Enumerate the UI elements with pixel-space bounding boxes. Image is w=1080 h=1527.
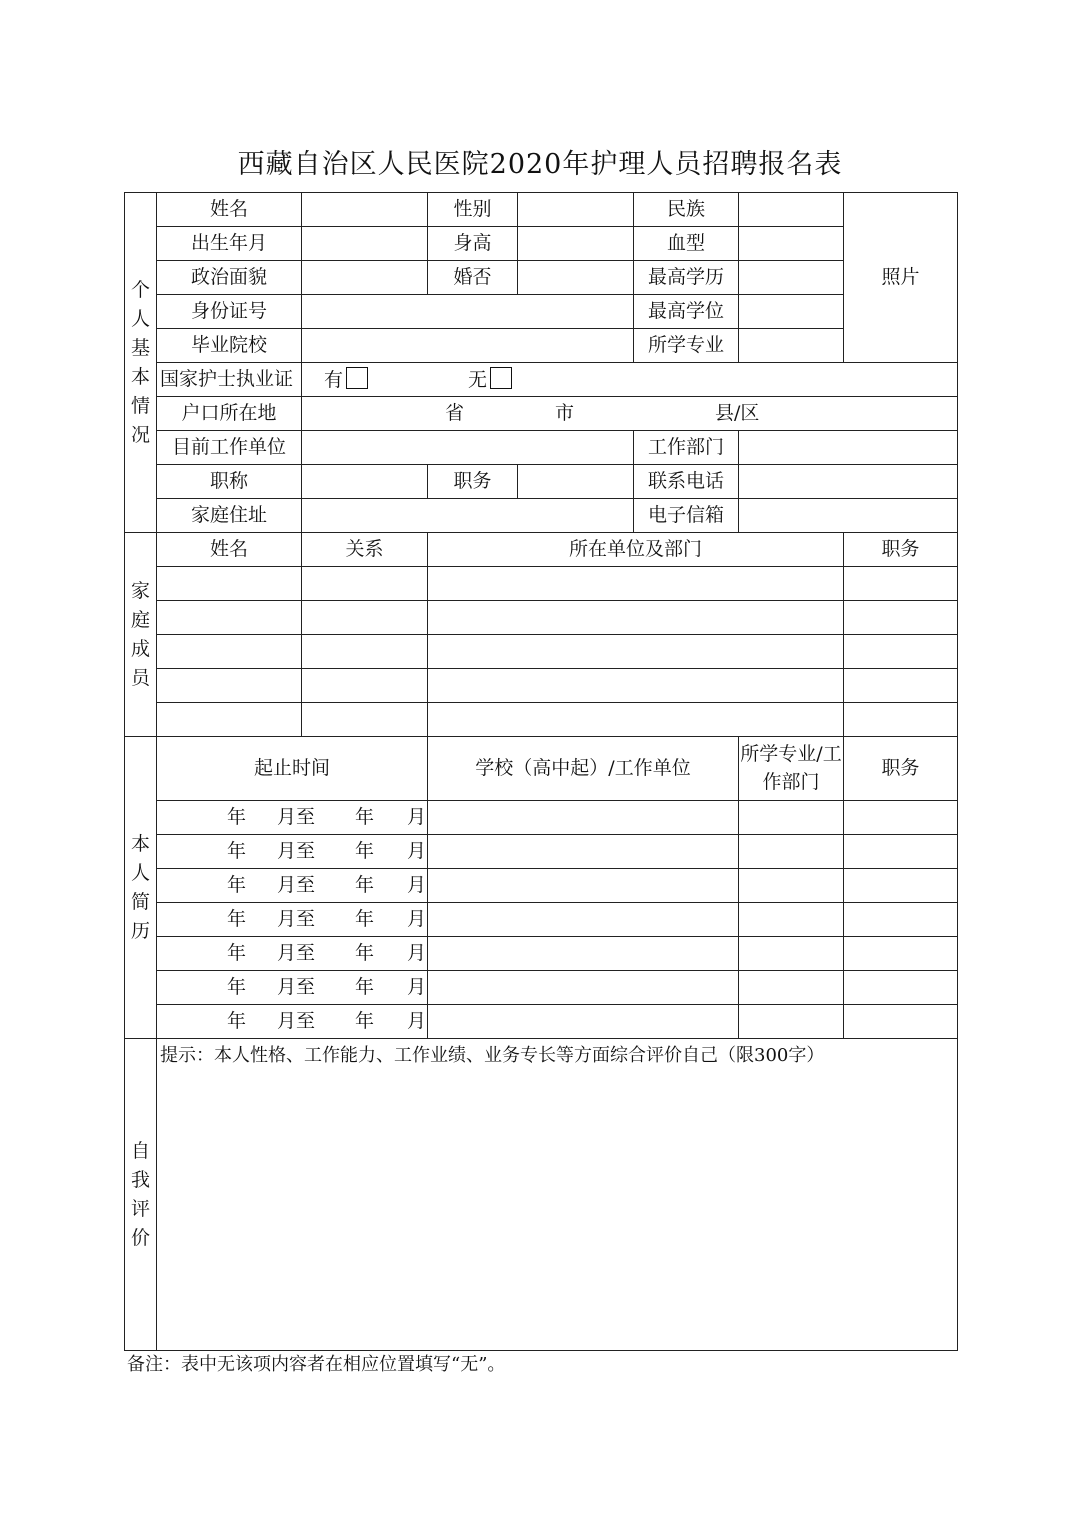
- gender-label: 性别: [428, 193, 518, 227]
- family-unit-cell[interactable]: [428, 669, 844, 703]
- resume-major-cell[interactable]: [739, 835, 844, 869]
- family-relation-cell[interactable]: [302, 601, 428, 635]
- resume-position-cell[interactable]: [844, 1005, 958, 1039]
- resume-major-cell[interactable]: [739, 937, 844, 971]
- personal-row-6: [125, 363, 958, 397]
- self-eval-field[interactable]: [157, 1039, 958, 1351]
- family-position-cell[interactable]: [844, 635, 958, 669]
- email-field[interactable]: [739, 499, 958, 533]
- family-position-cell[interactable]: [844, 601, 958, 635]
- section-family: 家庭成员: [125, 533, 157, 737]
- personal-row-3: [125, 261, 958, 295]
- personal-row-4: [125, 295, 958, 329]
- degree-field[interactable]: [739, 295, 844, 329]
- resume-row: [125, 971, 958, 1005]
- resume-header-major: 所学专业/工作部门: [739, 737, 844, 801]
- resume-period-cell[interactable]: 年 月至 年 月: [157, 835, 428, 869]
- family-row: [125, 635, 958, 669]
- birth-field[interactable]: [302, 227, 428, 261]
- phone-field[interactable]: [739, 465, 958, 499]
- gender-field[interactable]: [518, 193, 634, 227]
- resume-school-cell[interactable]: [428, 971, 739, 1005]
- license-no-checkbox[interactable]: [490, 367, 512, 389]
- family-name-cell[interactable]: [157, 703, 302, 737]
- resume-school-cell[interactable]: [428, 1005, 739, 1039]
- family-header-row: [125, 533, 958, 567]
- resume-header-school: 学校（高中起）/工作单位: [428, 737, 739, 801]
- major-field[interactable]: [739, 329, 844, 363]
- resume-row: [125, 1005, 958, 1039]
- height-field[interactable]: [518, 227, 634, 261]
- family-row: [125, 567, 958, 601]
- resume-period-cell[interactable]: 年 月至 年 月: [157, 869, 428, 903]
- title-label: 职称: [157, 465, 302, 499]
- employer-label: 目前工作单位: [157, 431, 302, 465]
- address-label: 家庭住址: [157, 499, 302, 533]
- dept-field[interactable]: [739, 431, 958, 465]
- resume-school-cell[interactable]: [428, 903, 739, 937]
- degree-label: 最高学位: [634, 295, 739, 329]
- position-field[interactable]: [518, 465, 634, 499]
- employer-field[interactable]: [302, 431, 634, 465]
- blood-label: 血型: [634, 227, 739, 261]
- family-header-relation: 关系: [302, 533, 428, 567]
- politics-field[interactable]: [302, 261, 428, 295]
- family-name-cell[interactable]: [157, 635, 302, 669]
- marital-field[interactable]: [518, 261, 634, 295]
- resume-row: [125, 937, 958, 971]
- resume-row: [125, 835, 958, 869]
- family-row: [125, 669, 958, 703]
- family-relation-cell[interactable]: [302, 669, 428, 703]
- resume-period-cell[interactable]: 年 月至 年 月: [157, 903, 428, 937]
- section-resume: 本人简历: [125, 737, 157, 1039]
- family-position-cell[interactable]: [844, 703, 958, 737]
- family-unit-cell[interactable]: [428, 635, 844, 669]
- family-unit-cell[interactable]: [428, 703, 844, 737]
- resume-header-row: [125, 737, 958, 801]
- self-eval-row: [125, 1039, 958, 1351]
- resume-major-cell[interactable]: [739, 801, 844, 835]
- personal-row-8: [125, 431, 958, 465]
- resume-position-cell[interactable]: [844, 937, 958, 971]
- ethnicity-label: 民族: [634, 193, 739, 227]
- section-self-eval: 自我评价: [125, 1039, 157, 1351]
- resume-header-period: 起止时间: [157, 737, 428, 801]
- personal-row-9: [125, 465, 958, 499]
- resume-position-cell[interactable]: [844, 835, 958, 869]
- resume-school-cell[interactable]: [428, 937, 739, 971]
- position-label: 职务: [428, 465, 518, 499]
- resume-school-cell[interactable]: [428, 801, 739, 835]
- birth-label: 出生年月: [157, 227, 302, 261]
- resume-school-cell[interactable]: [428, 869, 739, 903]
- family-header-name: 姓名: [157, 533, 302, 567]
- resume-position-cell[interactable]: [844, 869, 958, 903]
- hukou-city: 市: [555, 402, 575, 425]
- family-position-cell[interactable]: [844, 567, 958, 601]
- hukou-county: 县/区: [715, 402, 760, 425]
- school-field[interactable]: [302, 329, 634, 363]
- resume-header-position: 职务: [844, 737, 958, 801]
- school-label: 毕业院校: [157, 329, 302, 363]
- resume-period-cell[interactable]: 年 月至 年 月: [157, 801, 428, 835]
- form-title: 西藏自治区人民医院2020年护理人员招聘报名表: [237, 149, 843, 180]
- family-relation-cell[interactable]: [302, 703, 428, 737]
- resume-position-cell[interactable]: [844, 801, 958, 835]
- family-position-cell[interactable]: [844, 669, 958, 703]
- phone-label: 联系电话: [634, 465, 739, 499]
- resume-period-cell[interactable]: 年 月至 年 月: [157, 937, 428, 971]
- personal-row-2: [125, 227, 958, 261]
- family-relation-cell[interactable]: [302, 567, 428, 601]
- license-yes-label: 有: [324, 369, 344, 392]
- personal-row-5: [125, 329, 958, 363]
- title-field[interactable]: [302, 465, 428, 499]
- license-yes-checkbox[interactable]: [346, 367, 368, 389]
- family-row: [125, 601, 958, 635]
- personal-row-10: [125, 499, 958, 533]
- marital-label: 婚否: [428, 261, 518, 295]
- license-no-label: 无: [468, 369, 488, 392]
- dept-label: 工作部门: [634, 431, 739, 465]
- license-label: 国家护士执业证: [157, 363, 302, 397]
- edu-label: 最高学历: [634, 261, 739, 295]
- family-name-cell[interactable]: [157, 567, 302, 601]
- edu-field[interactable]: [739, 261, 844, 295]
- blood-field[interactable]: [739, 227, 844, 261]
- license-options: [302, 363, 958, 397]
- politics-label: 政治面貌: [157, 261, 302, 295]
- resume-position-cell[interactable]: [844, 903, 958, 937]
- footnote: 备注：表中无该项内容者在相应位置填写“无”。: [127, 1354, 506, 1375]
- personal-row-1: [125, 193, 958, 227]
- personal-row-7: [125, 397, 958, 431]
- hukou-label: 户口所在地: [157, 397, 302, 431]
- resume-major-cell[interactable]: [739, 903, 844, 937]
- resume-position-cell[interactable]: [844, 971, 958, 1005]
- resume-major-cell[interactable]: [739, 869, 844, 903]
- id-label: 身份证号: [157, 295, 302, 329]
- photo-box[interactable]: 照片: [844, 193, 958, 363]
- family-name-cell[interactable]: [157, 669, 302, 703]
- ethnicity-field[interactable]: [739, 193, 844, 227]
- resume-school-cell[interactable]: [428, 835, 739, 869]
- resume-major-cell[interactable]: [739, 1005, 844, 1039]
- family-name-cell[interactable]: [157, 601, 302, 635]
- name-field[interactable]: [302, 193, 428, 227]
- resume-row: [125, 801, 958, 835]
- height-label: 身高: [428, 227, 518, 261]
- hukou-province: 省: [445, 402, 465, 425]
- resume-major-cell[interactable]: [739, 971, 844, 1005]
- resume-row: [125, 903, 958, 937]
- self-eval-hint: 提示：本人性格、工作能力、工作业绩、业务专长等方面综合评价自己（限300字）: [160, 1045, 825, 1066]
- resume-period-cell[interactable]: 年 月至 年 月: [157, 1005, 428, 1039]
- registration-form-table: [124, 192, 958, 1351]
- email-label: 电子信箱: [634, 499, 739, 533]
- family-header-position: 职务: [844, 533, 958, 567]
- name-label: 姓名: [157, 193, 302, 227]
- family-unit-cell[interactable]: [428, 567, 844, 601]
- family-row: [125, 703, 958, 737]
- address-field[interactable]: [302, 499, 634, 533]
- family-unit-cell[interactable]: [428, 601, 844, 635]
- id-field[interactable]: [302, 295, 634, 329]
- resume-period-cell[interactable]: 年 月至 年 月: [157, 971, 428, 1005]
- section-personal: 个人基本情况: [125, 193, 157, 533]
- family-relation-cell[interactable]: [302, 635, 428, 669]
- hukou-field[interactable]: [302, 397, 958, 431]
- major-label: 所学专业: [634, 329, 739, 363]
- resume-row: [125, 869, 958, 903]
- family-header-unit: 所在单位及部门: [428, 533, 844, 567]
